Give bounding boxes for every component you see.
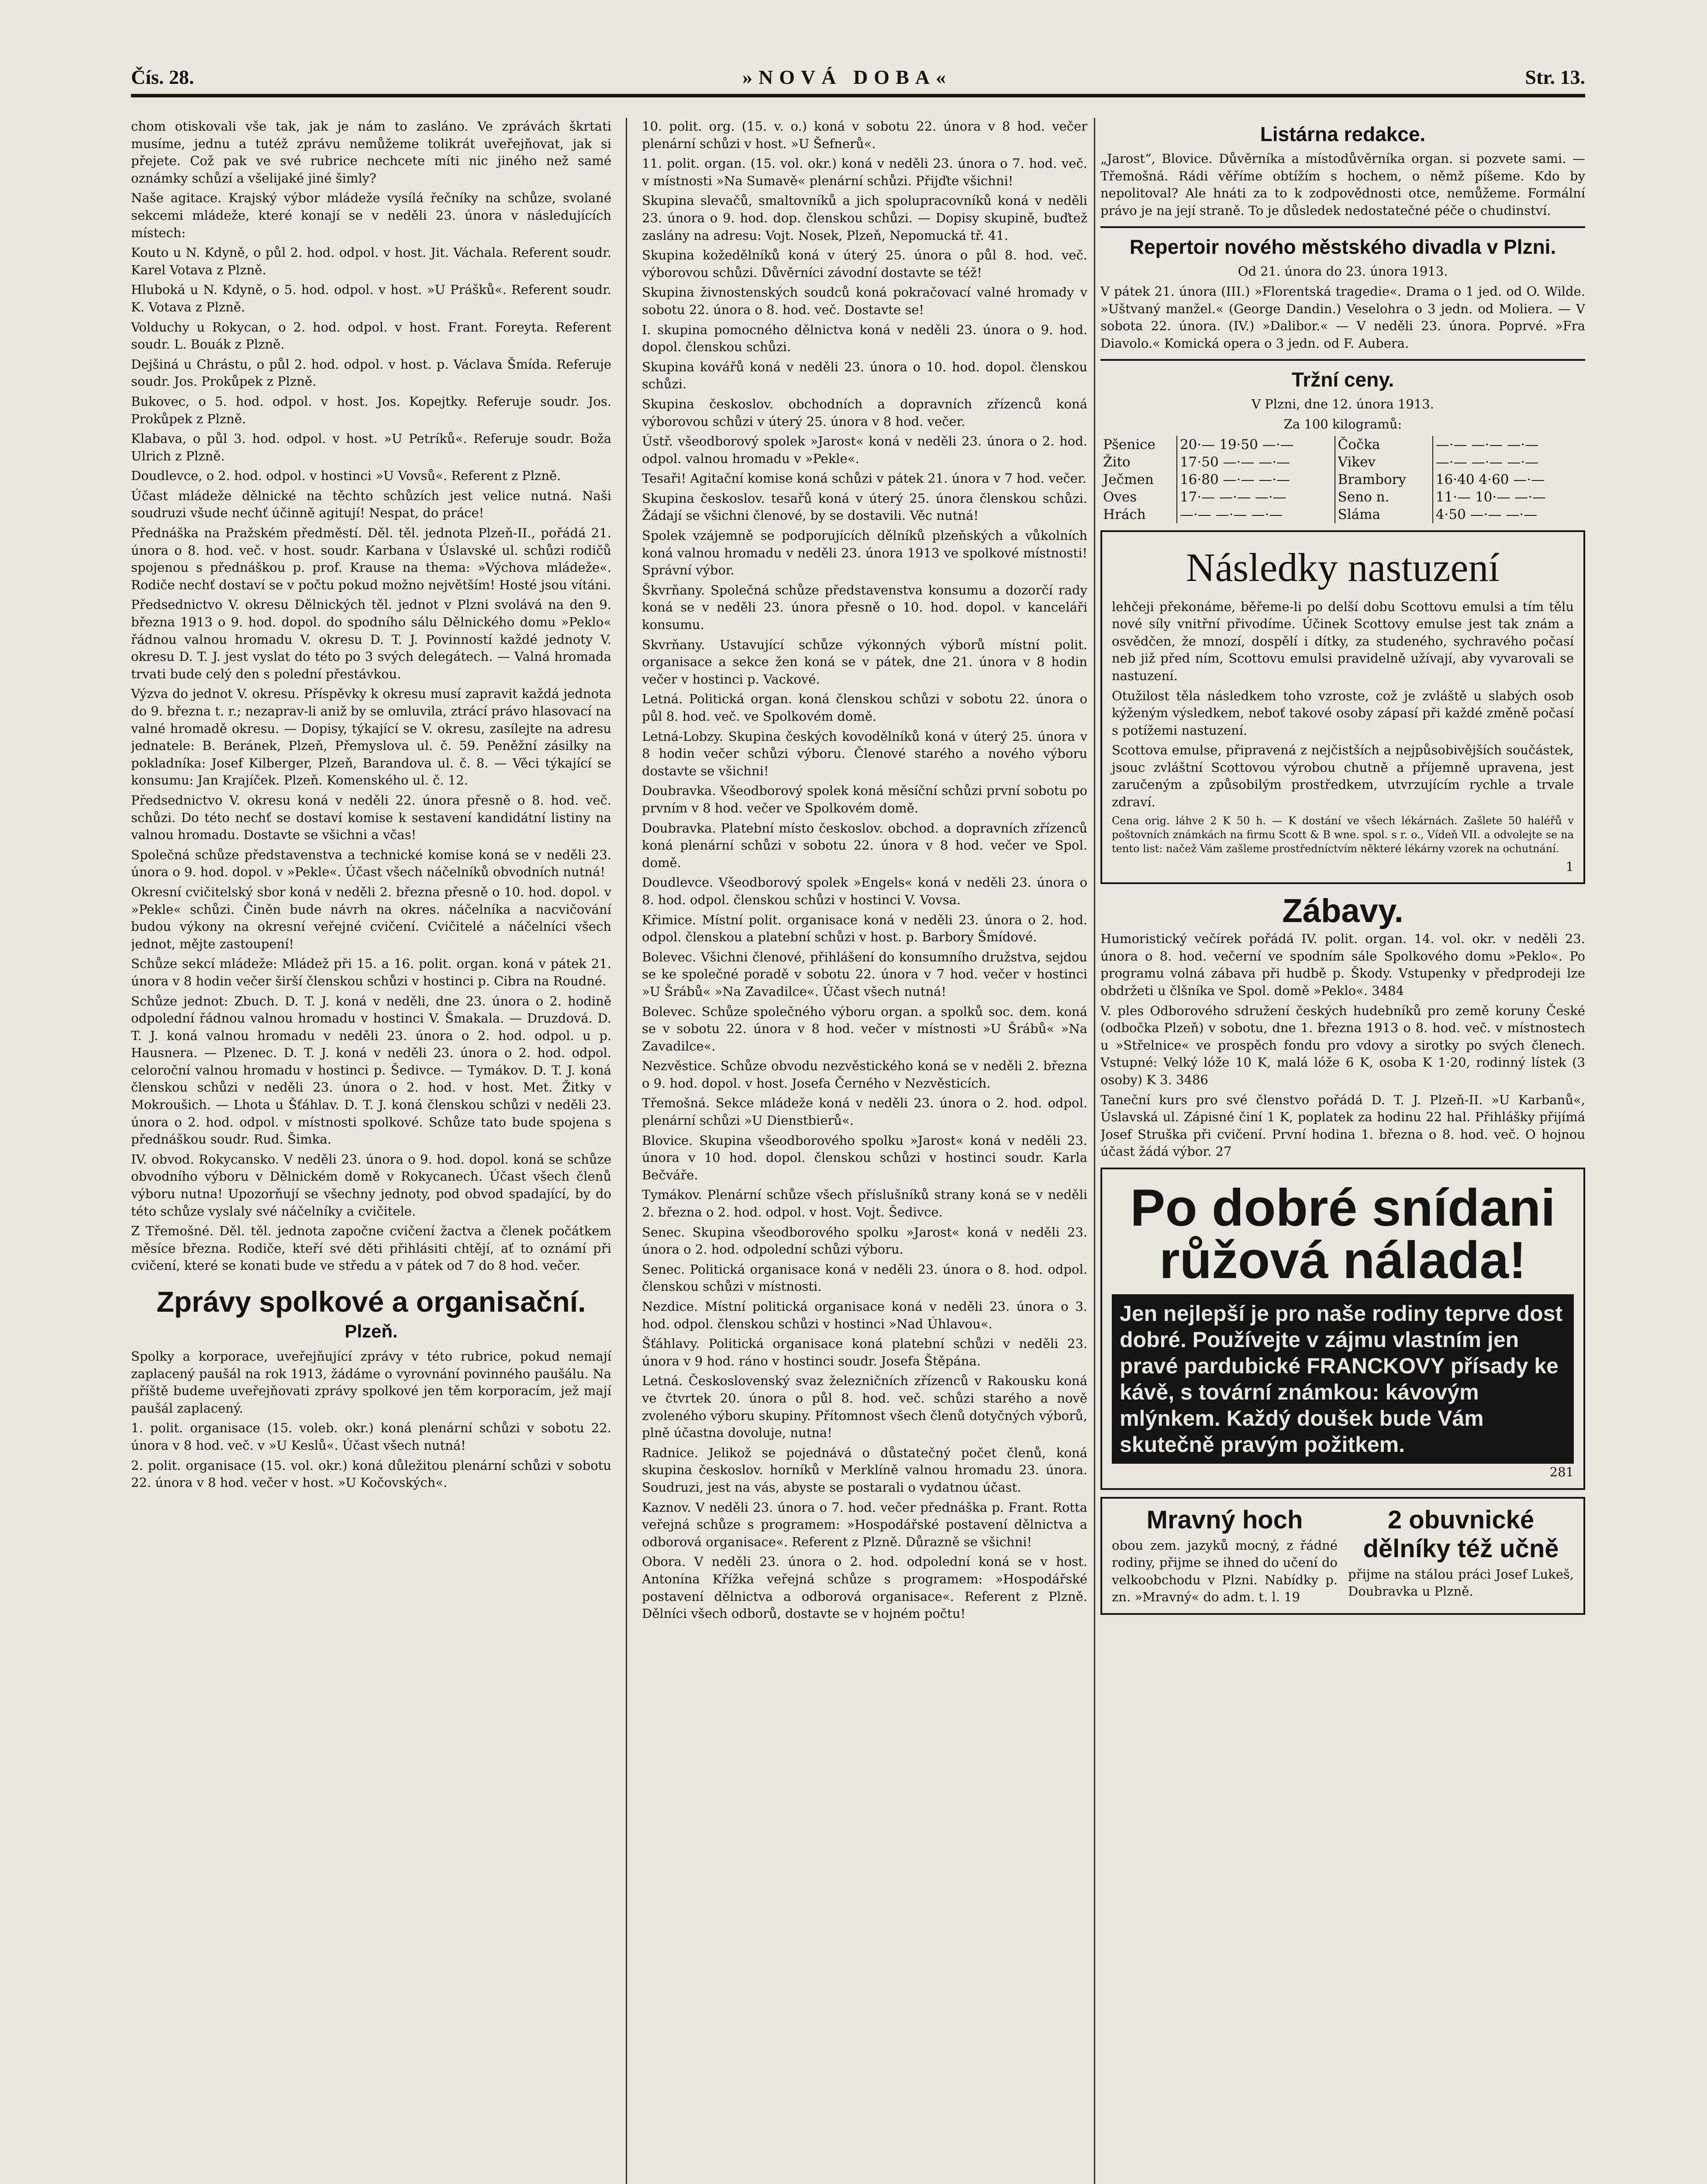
prices-date: V Plzni, dne 12. února 1913. [1252, 397, 1434, 412]
paragraph: Nezvěstice. Schůze obvodu nezvěstického koná se v neděli 2. března o 9. hod. dopol. v host. Josefa Černého v Nezvěsticích. [642, 1058, 1087, 1091]
ad-paragraph: Otužilost těla následkem toho vzroste, což je zvláště u slabých osob kýženým výsledkem, neboť takové osoby zápasí při každé změně počasí s potížemi nastuzení. [1112, 688, 1574, 738]
paragraph: Škvrňany. Společná schůze představenstva konsumu a dozorčí rady koná se v neděli 23. února přesně o 10. hod. dopol. v kanceláři konsumu. [642, 582, 1087, 632]
paragraph: Předsednictvo V. okresu Dělnických těl. jednot v Plzni svolává na den 9. března 1913 o 9. hod. dopol. do spodního sálu Dělnického domu »Peklo« řádnou valnou hromadu V. okresu D. T. J. Povinností každé jednoty V. okresu D. T. J. jest vyslat do této po 3 svých delegátech. — Valná hromada trvati bude celý den s polední přestávkou. [131, 597, 611, 681]
paragraph: Skvrňany. Ustavující schůze výkonných výborů místní polit. organisace a sekce žen koná se v pátek, dne 21. února v 8 hodin večer v hostinci p. Vackové. [642, 637, 1087, 687]
paragraph: Třemošná. Sekce mládeže koná v neděli 23. února o 2. hod. odpol. plenární schůzi »U Dienstbierů«. [642, 1095, 1087, 1128]
column-2 [642, 118, 1087, 2184]
paragraph: Doudlevce, o 2. hod. odpol. v hostinci »U Vovsů«. Referent z Plzně. [131, 468, 561, 484]
repertoir-text: V pátek 21. února (III.) »Florentská tragedie«. Drama o 1 jed. od O. Wilde. »Uštvaný manžel.« (George Dandin.) Veselohra o 3 jedn. od Moliera. — V sobota 22. února. (IV.) »Dalibor.« — V neděli 23. února. Poprvé. »Fra Diavolo.« Komická opera o 3 jedn. od F. Aubera. [1100, 283, 1585, 351]
table-row: Pšenice 20·— 19·50 —·— Čočka —·— —·— —·— [1100, 436, 1585, 453]
paragraph: V. ples Odborového sdružení českých hudebníků pro země koruny České (odbočka Plzeň) v sobotu, dne 1. března 1913 o 8. hod. več. v místnostech u »Střelnice« ve prospěch fondu pro vdovy a sirotky po svých členech. Vstupné: Velký lóže 10 K, malá lóže 6 K, osoba K 1·20, rodinný lístek (3 osoby) K 3. 3486 [1100, 1003, 1585, 1087]
franck-coffee-ad [1100, 1168, 1585, 1490]
zabavy-title: Zábavy. [1282, 892, 1404, 930]
ad-headline: Následky nastuzení [1186, 545, 1500, 590]
paragraph: Výzva do jednot V. okresu. Příspěvky k okresu musí zapravit každá jednota do 9. března t. r.; nezaprav-li aniž by se omluvila, ztrácí právo hlasovací na valné hromadě okresu. — Dopisy, týkající se V. okresu, zasílejte na adresu jednatele: B. Beránek, Plzeň, Přemyslova ul. č. 59. Peněžní zásilky na pokladníka: Josef Kilberger, Plzeň, Barandova ul. č. 8. — Věci týkající se konsumu: Jan Krajíček. Plzeň. Komenského ul. č. 12. [131, 686, 611, 788]
ad-paragraph: lehčeji překonáme, běřeme-li po delší dobu Scottovu emulsi a tím tělu nové síly vnitřní přivodíme. Účinek Scottovy emulse jest tak znám a osvědčen, že mnozí, dospělí i dítky, za studeného, sychravého počasí neb již před ním, Scottovu emulsi pravidelně užívají, aby vyvarovali se nastuzení. [1112, 599, 1574, 683]
classified-ad [1348, 1503, 1574, 1609]
paragraph: Skupina kovářů koná v neděli 23. února o 10. hod. dopol. členskou schůzi. [642, 359, 1087, 392]
paragraph: 2. polit. organisace (15. vol. okr.) koná důležitou plenární schůzi v sobotu 22. února v 8 hod. večer v host. »U Kočovských«. [131, 1458, 611, 1490]
paragraph: Naše agitace. Krajský výbor mládeže vysílá řečníky na schůze, svolané sekcemi mládeže, které konají se v neděli 23. února v následujících místech: [131, 190, 611, 240]
paragraph: Účast mládeže dělnické na těchto schůzích jest velice nutná. Naši soudruzi všude nechť účinně agitují! Nespat, do práce! [131, 488, 611, 521]
paragraph: Letná. Politická organ. koná členskou schůzi v sobotu 22. února o půl 8. hod. več. ve Spolkovém domě. [642, 691, 1087, 724]
paragraph: Skupina českoslov. obchodních a dopravních zřízenců koná výborovou schůzi v úterý 25. února v 8 hod. večer. [642, 396, 1087, 429]
ad-number: 281 [1549, 1464, 1574, 1479]
paragraph: Křimice. Místní polit. organisace koná v neděli 23. února o 2. hod. odpol. členskou a platební schůzi v host. p. Barbory Šmídové. [642, 912, 1087, 945]
prices-unit: Za 100 kilogramů: [1283, 416, 1402, 432]
paragraph: 11. polit. organ. (15. vol. okr.) koná v neděli 23. února o 7. hod. več. v místnosti »Na Sumavě« plenární schůzi. Přijďte všichni! [642, 156, 1087, 188]
column-divider [626, 118, 627, 2184]
paragraph: Spolek vzájemně se podporujících dělníků plzeňských a vůkolních koná valnou hromadu v neděli 23. února 1913 ve spolkové místnosti! Správní výbor. [642, 528, 1087, 578]
paragraph: Blovice. Skupina všeodborového spolku »Jarost« koná v neděli 23. února v 10 hod. dopol. členskou schůzi v hostinci soudr. Karla Bečváře. [642, 1133, 1087, 1182]
paragraph: Taneční kurs pro své členstvo pořádá D. T. J. Plzeň-II. »U Karbanů«, Úslavská ul. Zápisné činí 1 K, poplatek za hodinu 22 hal. Přihlášky přijímá Josef Struška při cvičení. První hodina 1. března o 8. hod. več. O hojnou účast žádá výbor. 27 [1100, 1092, 1585, 1159]
repertoir-title: Repertoir nového městského divadla v Plzni. [1129, 235, 1556, 259]
page-number: Str. 13. [1525, 66, 1585, 88]
ad-inverted-text: Jen nejlepší je pro naše rodiny teprve dost dobré. Používejte v zájmu vlastním jen pravé pardubické FRANCKOVY přísady ke kávě, s tovární známkou: kávovým mlýnkem. Každý doušek bude Vám skutečně pravým požitkem. [1112, 1294, 1574, 1464]
paragraph: Skupina kožedělníků koná v úterý 25. února o půl 8. hod. več. výborovou schůzi. Důvěrníci závodní dostavte se též! [642, 248, 1087, 280]
paragraph: Radnice. Jelikož se pojednává o důstatečný počet členů, koná skupina českoslov. horníků v Merklíně valnou hromadu 23. února. Soudruzi, jest na vás, abyste se postarali o vydatnou účast. [642, 1445, 1087, 1495]
section-heading: Zprávy spolkové a organisační. [156, 1286, 586, 1318]
paragraph: Bukovec, o 5. hod. odpol. v host. Jos. Kopejtky. Referuje soudr. Jos. Prokůpek z Plzně. [131, 394, 611, 426]
table-row: Žito 17·50 —·— —·— Vikev —·— —·— —·— [1100, 453, 1585, 471]
paragraph: Bolevec. Všichni členové, přihlášení do konsumního družstva, sejdou se ke společné poradě v sobotu 22. února v 7 hod. večer v hostinci »U Šrábů« »Na Zavadilce«. Účast všech nutná! [642, 949, 1087, 999]
paragraph: Kouto u N. Kdyně, o půl 2. hod. odpol. v host. Jit. Váchala. Referent soudr. Karel Votava z Plzně. [131, 245, 611, 277]
paragraph: Letná-Lobzy. Skupina českých kovodělníků koná v úterý 25. února v 8 hodin večer schůzi výboru. Členové starého a nového výboru dostavte se všichni! [642, 729, 1087, 778]
paragraph: 10. polit. org. (15. v. o.) koná v sobotu 22. února v 8 hod. večer plenární schůzi v host. »U Šefnerů«. [642, 119, 1087, 151]
paragraph: chom otiskovali vše tak, jak je nám to zasláno. Ve zprávách škrtati musíme, jednu a tutéž zprávu nemůžeme tolikrát uveřejňovat, jak si přejete. Což pak ve své rubrice nechcete míti nic jiného než samé oznámky schůzí a všelijaké jiné šimly? [131, 119, 611, 186]
paragraph: Senec. Skupina všeodborového spolku »Jarost« koná v neděli 23. února o 2. hod. odpolední schůzi výboru. [642, 1224, 1087, 1257]
paragraph: Schůze sekcí mládeže: Mládež při 15. a 16. polit. organ. koná v pátek 21. února v 8 hodin večer širší členskou schůzi v hostinci p. Cibra na Roudné. [131, 956, 611, 988]
paragraph: Skupina živnostenských soudců koná pokračovací valné hromady v sobotu 22. února o 8. hod. več. Dostavte se! [642, 285, 1087, 317]
table-row: Ječmen 16·80 —·— —·— Brambory 16·40 4·60 —·— [1100, 471, 1585, 488]
masthead: »NOVÁ DOBA« [742, 66, 952, 88]
paragraph: Doubravka. Všeodborový spolek koná měsíční schůzi první sobotu po prvním v 8 hod. večer ve Spolkovém domě. [642, 783, 1087, 816]
paragraph: Tesaři! Agitační komise koná schůzi v pátek 21. února v 7 hod. večer. [642, 471, 1086, 486]
ad-title: Mravný hoch [1146, 1505, 1303, 1534]
paragraph: Z Třemošné. Děl. těl. jednota započne cvičení žactva a členek počátkem měsíce března. Rodiče, kteří své děti přihlásiti chtějí, ať to oznámí při cvičení, které se konati bude ve středu a v pátek od 7 do 8 hod. večer. [131, 1223, 611, 1273]
paragraph: Volduchy u Rokycan, o 2. hod. odpol. v host. Frant. Foreyta. Referent soudr. L. Bouák z Plzně. [131, 319, 611, 352]
paragraph: Obora. V neděli 23. února o 2. hod. odpolední koná se v host. Antonína Křížka veřejná schůze s programem: »Hospodářské postavení dělnictva a odborová organisace«. Referent z Plzně. Dělníci všech odborů, dostavte se v hojném počtu! [642, 1554, 1087, 1621]
paragraph: Přednáška na Pražském předměstí. Děl. těl. jednota Plzeň-II., pořádá 21. února o 8. hod. več. v host. soudr. Karbana v Úslavské ul. schůzi rodičů spojenou s přednáškou p. prof. Krause na thema: »Výchova mládeže«. Rodiče nechť dostaví se v počtu pokud možno největším! Hosté jsou vítáni. [131, 525, 611, 592]
prices-table [1100, 436, 1585, 523]
paragraph: Společná schůze představenstva a technické komise koná se v neděli 23. února o 9. hod. dopol. v »Pekle«. Účast všech náčelníků obvodních nutná! [131, 847, 611, 880]
paragraph: Ústř. všeodborový spolek »Jarost« koná v neděli 23. února o 2. hod. odpol. valnou hromadu v »Pekle«. [642, 434, 1087, 466]
ad-title: 2 obuvnické dělníky též učně [1363, 1505, 1559, 1563]
column-1 [131, 118, 611, 2184]
paragraph: IV. obvod. Rokycansko. V neděli 23. února o 9. hod. dopol. koná se schůze obvodního výboru v Dělnickém domě v Rokycanech. Účast všech členů výboru nutna! Upozorňují se všechny jednoty, pod obvod spadající, by do této schůze vyslaly své náčelníky a cvičitele. [131, 1151, 611, 1219]
column-3 [1100, 118, 1585, 2184]
section-subheading: Plzeň. [345, 1321, 398, 1341]
ad-text: obou zem. jazyků mocný, z řádné rodiny, přijme se ihned do učení do velkoobchodu v Plzni. Nabídky p. zn. »Mravný« do adm. t. l. 19 [1112, 1538, 1338, 1605]
paragraph: Doubravka. Platební místo českoslov. obchod. a dopravních zřízenců koná plenární schůzi v sobotu 22. února v 8 hod. večer ve Spol. domě. [642, 820, 1087, 870]
paragraph: 1. polit. organisace (15. voleb. okr.) koná plenární schůzi v sobotu 22. února v 8 hod. več. v »U Keslů«. Účast všech nutná! [131, 1420, 611, 1453]
paragraph: Senec. Politická organisace koná v neděli 23. února o 8. hod. odpol. členskou schůzi v místnosti. [642, 1261, 1087, 1294]
paragraph: Tymákov. Plenární schůze všech příslušníků strany koná se v neděli 2. března o 2. hod. odpol. v host. Vojt. Šedivce. [642, 1187, 1087, 1220]
paragraph: Hluboká u N. Kdyně, o 5. hod. odpol. v host. »U Prášků«. Referent soudr. K. Votava z Plzně. [131, 282, 611, 314]
listarna-title: Listárna redakce. [1260, 123, 1426, 145]
paragraph: Bolevec. Schůze společného výboru organ. a spolků soc. dem. koná se v sobotu 22. února v 8 hod. večer v místnosti »U Šrábů« »Na Zavadilce«. [642, 1004, 1087, 1054]
divider [1100, 226, 1585, 228]
ad-number: 1 [1566, 859, 1574, 874]
paragraph: Okresní cvičitelský sbor koná v neděli 2. března přesně o 10. hod. dopol. v »Pekle« schůzi. Činěn bude návrh na okres. náčelníka a nacvičování budou výkony na okresní veřejné cvičení. Cvičitelé a náčelníci všech jednot, mějte zastoupení! [131, 884, 611, 951]
ad-headline: Po dobré snídani růžová nálada! [1130, 1178, 1555, 1289]
table-row: Oves 17·— —·— —·— Seno n. 11·— 10·— —·— [1100, 488, 1585, 506]
prices-title: Tržní ceny. [1291, 368, 1394, 391]
paragraph: Schůze jednot: Zbuch. D. T. J. koná v neděli, dne 23. února o 2. hodině odpolední řádnou valnou hromadu v hostinci V. Šmakala. — Druzdová. D. T. J. koná valnou hromadu v neděli 23. února o 2. hod. odpol. u p. Hausnera. — Plzenec. D. T. J. koná v neděli 23. února o 2. hod. odpol. celoroční valnou hromadu v hostinci p. Šedivce. — Tymákov. D. T. J. koná členskou schůzi v neděli 23. února o 2. hod. v host. Met. Žitky v Mokroušich. — Lhota u Šťáhlav. D. T. J. koná členskou schůzi v neděli 23. února o 2. hod. odpol. v místnosti spolkové. Schůze tato bude spojena s přednáškou soudr. Rud. Šimka. [131, 993, 611, 1147]
issue-number: Čís. 28. [131, 66, 194, 88]
repertoir-range: Od 21. února do 23. února 1913. [1238, 264, 1448, 279]
paragraph: Skupina českoslov. tesařů koná v úterý 25. února členskou schůzi. Žádají se všichni členové, by se dostavili. Věc nutná! [642, 491, 1087, 523]
paragraph: Předsednictvo V. okresu koná v neděli 22. února přesně o 8. hod. več. schůzi. Do této nechť se dostaví komise k sestavení kandidátní listiny na valnou hromadu. Dostavte se všichni a včas! [131, 792, 611, 843]
paragraph: Letná. Československý svaz železničních zřízenců v Rakousku koná ve čtvrtek 20. února o půl 8. hod. več. schůzi starého a nově zvoleného výboru skupiny. Přítomnost všech členů dotyčných výborů, plně účastna dovoluje, nutna! [642, 1373, 1087, 1441]
paragraph: Spolky a korporace, uveřejňující zprávy v této rubrice, pokud nemají zaplacený paušál na rok 1913, žádáme o vyrovnání povinného paušálu. Na příště budeme uveřejňovati zprávy spolkové jen těm korporacím, jež mají paušál zaplacený. [131, 1349, 611, 1416]
paragraph: Kaznov. V neděli 23. února o 7. hod. večer přednáška p. Frant. Rotta veřejná schůze s programem: »Hospodářské postavení dělnictva a odborová organisace«. Referent z Plzně. Důrazně se všichni! [642, 1500, 1087, 1549]
paragraph: Humoristický večírek pořádá IV. polit. organ. 14. vol. okr. v neděli 23. února o 8. hod. večerní ve spodním sále Spolkového domu »Peklo«. Po programu volná zábava při hudbě p. Škody. Vstupenky v předprodeji lze obdržeti u člšníka ve Spol. domě »Peklo«. 3484 [1100, 931, 1585, 999]
ad-paragraph: Scottova emulse, připravená z nejčistších a nejpůsobivějších součástek, jsouc zvláštní Scottovou výrobou chutně a příjemně upravena, jest zaručeným a způsobilým prostředkem, utvrzujícím rychle a trvale zdraví. [1112, 743, 1574, 810]
listarna-text: „Jarost“, Blovice. Důvěrníka a místodůvěrníka organ. si pozvete sami. — Třemošná. Rádi věříme obtížím s hochem, o němž píšeme. Kdo by nepolitoval? Ale hnáti za to k zodpovědnosti otce, nemůžeme. Formální právo je na její straně. To je důsledek nedostatečné péče o chudinství. [1100, 151, 1585, 218]
page-header [131, 66, 1585, 92]
table-row: Hrách —·— —·— —·— Sláma 4·50 —·— —·— [1100, 506, 1585, 523]
paragraph: Skupina slevačů, smaltovníků a jich spolupracovníků koná v neděli 23. února o 9. hod. dop. členskou schůzi. — Dopisy skupině, buďtež zaslány na adresu: Vojt. Nosek, Plzeň, Nepomucká tř. 41. [642, 193, 1087, 243]
ad-paragraph: Cena orig. láhve 2 K 50 h. — K dostání ve všech lékárnách. Zašlete 50 haléřů v poštovních známkách na firmu Scott & B wne. spol. s r. o., Vídeň VII. a odvolejte se na tento list: načež Vám zašleme prostředníctvím některé lékárny vzorek na ochutnání. [1112, 814, 1574, 855]
paragraph: Dejšiná u Chrástu, o půl 2. hod. odpol. v host. p. Václava Šmída. Referuje soudr. Jos. Prokůpek z Plzně. [131, 356, 611, 389]
scott-emulsion-ad [1100, 530, 1585, 885]
paragraph: Šťáhlavy. Politická organisace koná platební schůzi v neděli 23. února v 9 hod. ráno v hostinci soudr. Josefa Štěpána. [642, 1336, 1087, 1368]
header-rule [131, 94, 1585, 97]
paragraph: Doudlevce. Všeodborový spolek »Engels« koná v neděli 23. února o 8. hod. odpol. členskou schůzi v hostinci V. Vovsa. [642, 875, 1087, 907]
paragraph: Nezdice. Místní politická organisace koná v neděli 23. února o 3. hod. odpol. členskou schůzi v hostinci »Nad Úhlavou«. [642, 1299, 1087, 1331]
column-divider [1094, 118, 1095, 2184]
divider [1100, 359, 1585, 361]
paragraph: I. skupina pomocného dělnictva koná v neděli 23. února o 9. hod. dopol. členskou schůzi. [642, 322, 1087, 355]
ad-text: přijme na stálou práci Josef Lukeš, Doubravka u Plzně. [1348, 1566, 1574, 1599]
classified-ad [1112, 1503, 1338, 1609]
classified-ads [1100, 1497, 1585, 1615]
paragraph: Klabava, o půl 3. hod. odpol. v host. »U Petríků«. Referuje soudr. Boža Ulrich z Plzně. [131, 431, 611, 463]
